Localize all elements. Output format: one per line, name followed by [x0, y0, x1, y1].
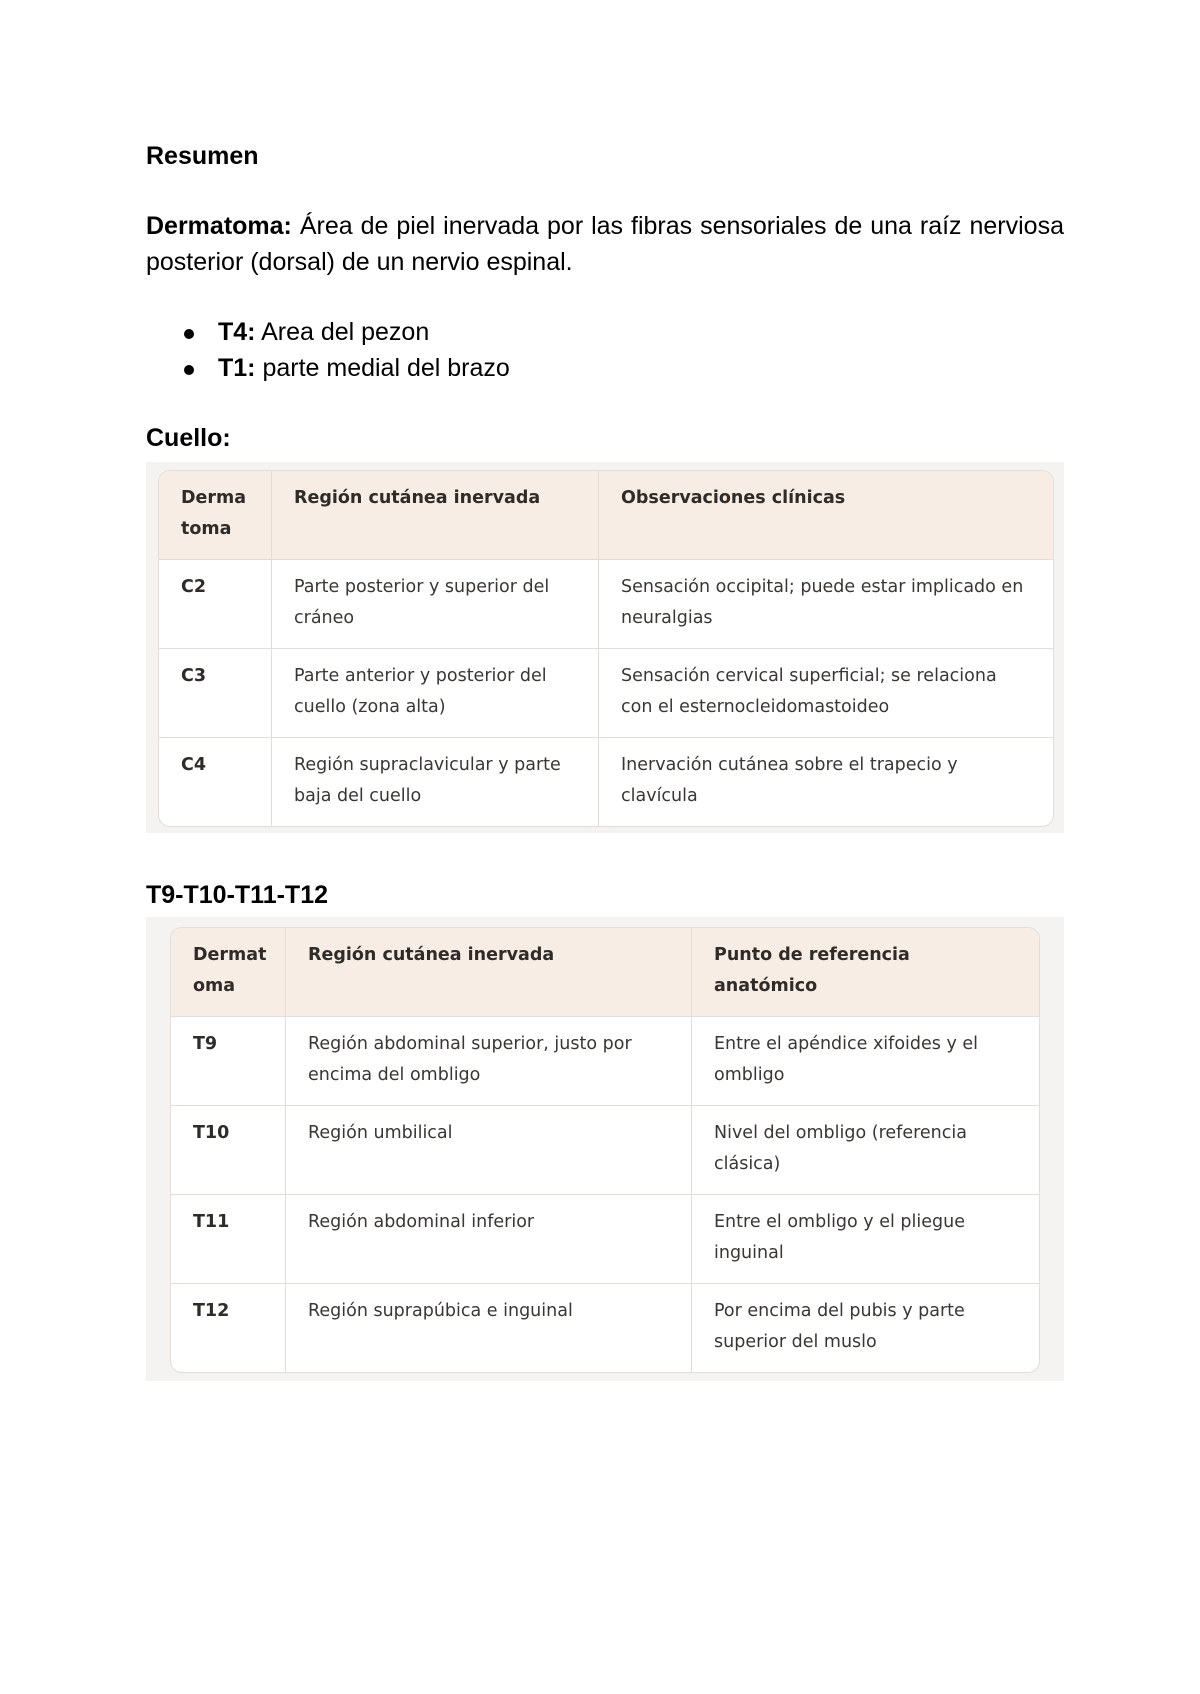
definition-text: Área de piel inervada por las fibras sensoriales de una raíz nerviosa posterior (dorsal) de un nervio espinal. [146, 212, 1064, 276]
table-row [171, 1017, 1039, 1106]
neck-dermatome-table [158, 470, 1054, 827]
bullet-text: parte medial del brazo [255, 354, 510, 382]
section-heading-neck: Cuello: [146, 424, 231, 452]
thoracic-table-image [146, 917, 1064, 1381]
bullet-icon [184, 329, 194, 339]
table-cell: Región abdominal inferior [286, 1195, 692, 1284]
bullet-label: T1: [218, 354, 256, 382]
table-row [171, 1106, 1039, 1195]
table-cell: Entre el ombligo y el pliegue inguinal [692, 1195, 1039, 1284]
list-item [146, 314, 1064, 350]
bullet-text: Area del pezon [255, 318, 430, 346]
bullet-icon [184, 365, 194, 375]
table-cell: Inervación cutánea sobre el trapecio y clavícula [621, 755, 958, 806]
table-cell: T11 [171, 1195, 286, 1284]
table-cell: Nivel del ombligo (referencia clásica) [692, 1106, 1039, 1195]
table-cell: Por encima del pubis y parte superior del muslo [714, 1301, 965, 1352]
table-cell: T9 [171, 1017, 286, 1106]
column-header: Región cutánea inervada [286, 928, 692, 1017]
table-cell: T10 [171, 1106, 286, 1195]
thoracic-dermatome-table [170, 927, 1040, 1373]
table-cell: C4 [159, 738, 272, 826]
table-cell: Región suprapúbica e inguinal [286, 1284, 692, 1372]
table-cell: Entre el apéndice xifoides y el ombligo [692, 1017, 1039, 1106]
definition-paragraph [146, 208, 1064, 280]
table-row [159, 649, 1053, 738]
page-title: Resumen [146, 142, 259, 170]
neck-table-image [146, 462, 1064, 833]
definition-term: Dermatoma: [146, 212, 292, 240]
list-item [146, 350, 1064, 386]
table-cell: Parte anterior y posterior del cuello (zona alta) [272, 649, 599, 738]
column-header: Observaciones clínicas [599, 471, 1053, 560]
table-cell: Parte posterior y superior del cráneo [272, 560, 599, 649]
bullet-label: T4: [218, 318, 256, 346]
column-header: Dermat oma [171, 928, 286, 1017]
dermatome-bullet-list [146, 314, 1064, 386]
section-heading-thoracic: T9-T10-T11-T12 [146, 881, 329, 909]
table-row [171, 1195, 1039, 1284]
column-header: Región cutánea inervada [272, 471, 599, 560]
table-cell: Región umbilical [286, 1106, 692, 1195]
document-page [146, 138, 1064, 1381]
table-row [159, 560, 1053, 649]
table-row [159, 738, 1053, 826]
table-header-row [171, 928, 1039, 1017]
table-header-row [159, 471, 1053, 560]
table-cell: Región supraclavicular y parte baja del cuello [272, 738, 599, 826]
table-cell: C3 [159, 649, 272, 738]
table-row [171, 1284, 1039, 1372]
table-cell: T12 [171, 1284, 286, 1372]
table-cell: Sensación occipital; puede estar implicado en neuralgias [599, 560, 1053, 649]
table-cell: Sensación cervical superficial; se relaciona con el esternocleidomastoideo [599, 649, 1053, 738]
table-cell: Región abdominal superior, justo por encima del ombligo [286, 1017, 692, 1106]
table-cell: C2 [159, 560, 272, 649]
column-header: Derma toma [159, 471, 272, 560]
column-header: Punto de referencia anatómico [692, 928, 1039, 1017]
